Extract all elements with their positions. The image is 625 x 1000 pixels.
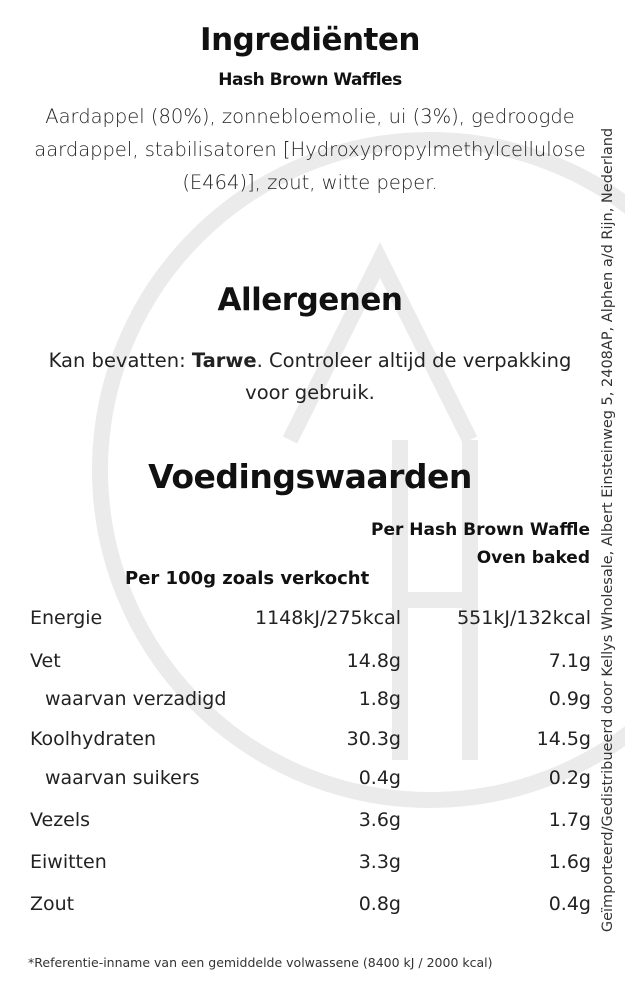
per-waffle-value: 1.6g xyxy=(548,851,591,873)
per-waffle-header: Per Hash Brown Waffle Oven baked xyxy=(371,520,590,568)
nutrient-label: waarvan verzadigd xyxy=(45,688,227,710)
per-100g-value: 1.8g xyxy=(358,688,401,710)
per-100g-value: 3.3g xyxy=(358,851,401,873)
allergens-prefix: Kan bevatten: xyxy=(48,349,192,372)
nutrient-label: Vezels xyxy=(30,809,91,831)
per-waffle-value: 0.9g xyxy=(548,688,591,710)
per-waffle-value: 7.1g xyxy=(548,650,591,672)
nutrient-label: Koolhydraten xyxy=(30,728,157,750)
per-100g-header: Per 100g zoals verkocht xyxy=(125,568,370,589)
per-waffle-value: 0.4g xyxy=(548,893,591,915)
ingredients-text: Aardappel (80%), zonnebloemolie, ui (3%), gedroogde aardappel, stabilisatoren [Hydroxypropylmethylcellulose (E464)], zout, witte peper. xyxy=(34,105,586,194)
nutrient-label: Eiwitten xyxy=(30,851,107,873)
nutrition-title: Voedingswaarden xyxy=(148,457,472,496)
ingredients-title: Ingrediënten xyxy=(200,22,420,58)
per-100g-value: 1148kJ/275kcal xyxy=(255,607,401,629)
allergens-suffix: . Controleer altijd de verpakking voor gebruik. xyxy=(245,349,572,404)
allergens-title: Allergenen xyxy=(217,282,403,318)
nutrient-label: Zout xyxy=(30,893,75,915)
allergens-text xyxy=(25,345,595,409)
per-100g-value: 30.3g xyxy=(346,728,401,750)
per-100g-value: 0.4g xyxy=(358,767,401,789)
product-name: Hash Brown Waffles xyxy=(218,70,402,90)
nutrient-label: Energie xyxy=(30,607,103,629)
per-100g-value: 0.8g xyxy=(358,893,401,915)
per-100g-value: 14.8g xyxy=(346,650,401,672)
distributor-text: Geïmporteerd/Gedistribueerd door Kellys Wholesale, Albert Einsteinweg 5, 2408AP, Alphen a/d Rijn, Nederland xyxy=(600,127,616,933)
per-waffle-value: 1.7g xyxy=(548,809,591,831)
per-100g-value: 3.6g xyxy=(358,809,401,831)
allergen-name: Tarwe xyxy=(191,349,257,372)
nutrient-label: waarvan suikers xyxy=(45,767,200,789)
per-waffle-value: 0.2g xyxy=(548,767,591,789)
per-waffle-value: 551kJ/132kcal xyxy=(457,607,591,629)
nutrient-label: Vet xyxy=(30,650,61,672)
footnote: *Referentie-inname van een gemiddelde volwassene (8400 kJ / 2000 kcal) xyxy=(28,955,493,970)
per-waffle-value: 14.5g xyxy=(536,728,591,750)
